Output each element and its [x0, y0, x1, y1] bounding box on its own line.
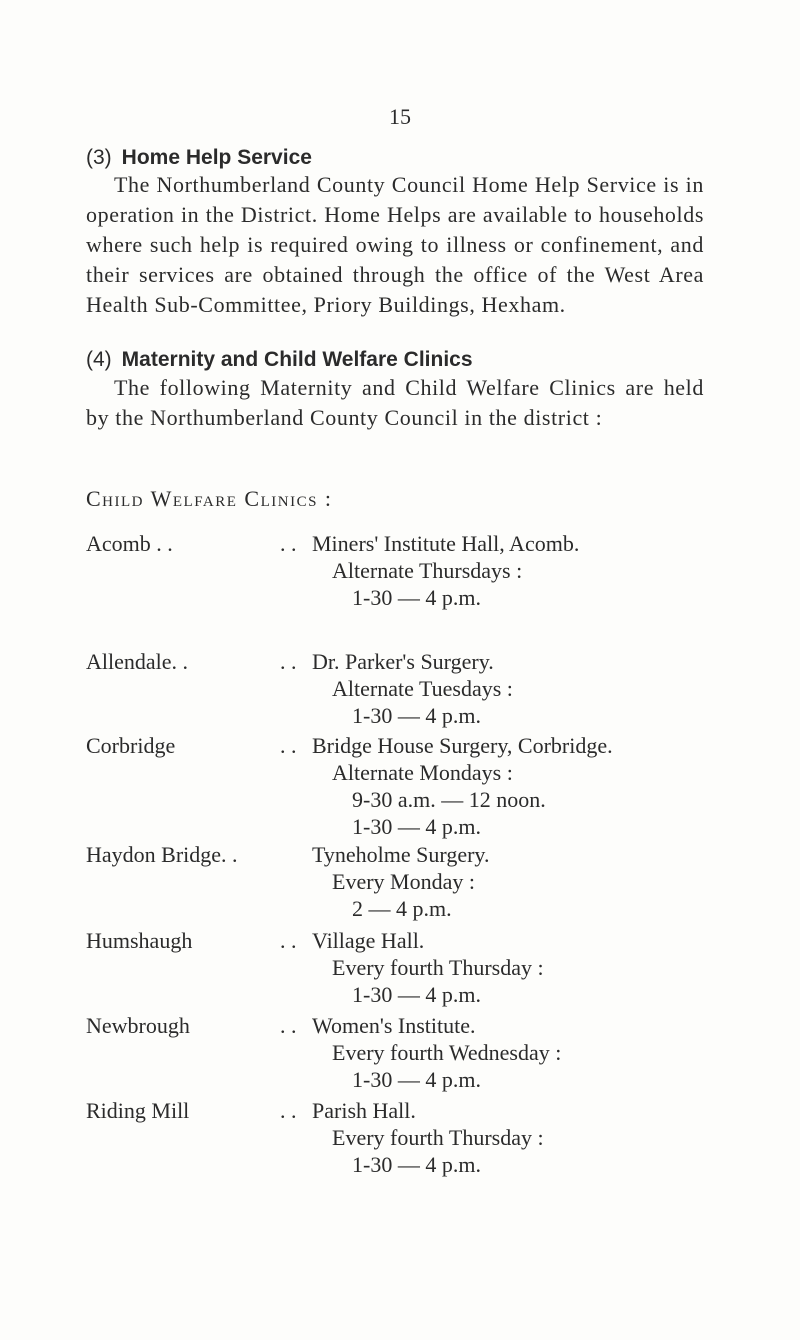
clinic-venue: Village Hall. — [312, 928, 425, 953]
clinic-place: Newbrough — [86, 1013, 190, 1038]
clinic-venue: Women's Institute. — [312, 1013, 476, 1038]
clinic-place: Haydon Bridge. . — [86, 842, 238, 867]
clinics-paragraph — [86, 373, 704, 433]
clinic-venue: Tyneholme Surgery. — [312, 842, 490, 867]
leader-dots: . . — [280, 1013, 297, 1038]
paragraph-text: The Northumberland County Council Home Help Service is in operation in the District. Home Helps are available to households where such help is required owing to illness or confinement, and their services are obtained through the office of the West Area Health Sub-Committee, Priory Buildings, Hexham. — [86, 172, 704, 317]
section-heading-clinics — [86, 348, 473, 372]
section-heading-home-help — [86, 146, 312, 170]
section-number: (3) — [86, 146, 112, 169]
section-title: Maternity and Child Welfare Clinics — [121, 348, 473, 371]
clinic-venue: Bridge House Surgery, Corbridge. — [312, 733, 613, 758]
clinic-times — [352, 584, 481, 611]
clinic-times — [352, 1151, 481, 1178]
leader-dots: . . — [280, 733, 297, 758]
clinic-place: Humshaugh — [86, 928, 193, 953]
clinic-time: 2 — 4 p.m. — [352, 896, 452, 921]
clinic-place: Allendale. . — [86, 649, 189, 674]
clinic-times — [352, 981, 481, 1008]
leader-dots: . . — [280, 649, 297, 674]
section-title: Home Help Service — [121, 146, 312, 169]
clinic-schedule: Every fourth Wednesday : — [332, 1040, 562, 1065]
clinic-place: Corbridge — [86, 733, 176, 758]
clinic-time: 1-30 — 4 p.m. — [352, 703, 481, 728]
clinic-venue: Dr. Parker's Surgery. — [312, 649, 494, 674]
clinic-place: Acomb . . — [86, 531, 173, 556]
section-number: (4) — [86, 348, 112, 371]
clinic-place: Riding Mill — [86, 1098, 190, 1123]
clinic-time: 1-30 — 4 p.m. — [352, 982, 481, 1007]
clinic-time: 1-30 — 4 p.m. — [352, 1152, 481, 1177]
paragraph-text: The following Maternity and Child Welfare Clinics are held by the Northumberland County Council in the district : — [86, 375, 704, 430]
clinic-times — [352, 1066, 481, 1093]
clinic-times — [352, 702, 481, 729]
home-help-paragraph — [86, 170, 704, 320]
clinic-times — [352, 895, 452, 922]
clinic-venue: Parish Hall. — [312, 1098, 416, 1123]
clinic-schedule: Alternate Mondays : — [332, 760, 513, 785]
clinic-schedule: Every fourth Thursday : — [332, 955, 544, 980]
leader-dots: . . — [280, 1098, 297, 1123]
clinic-times — [352, 786, 546, 840]
clinic-time: 1-30 — 4 p.m. — [352, 585, 481, 610]
clinic-schedule: Every Monday : — [332, 869, 475, 894]
clinic-venue: Miners' Institute Hall, Acomb. — [312, 531, 580, 556]
leader-dots: . . — [280, 928, 297, 953]
clinic-time: 1-30 — 4 p.m. — [352, 1067, 481, 1092]
leader-dots: . . — [280, 531, 297, 556]
clinic-time: 1-30 — 4 p.m. — [352, 814, 481, 839]
clinic-schedule: Every fourth Thursday : — [332, 1125, 544, 1150]
clinics-list-heading: Child Welfare Clinics : — [86, 486, 333, 511]
clinic-schedule: Alternate Tuesdays : — [332, 676, 513, 701]
clinic-time: 9-30 a.m. — 12 noon. — [352, 787, 546, 812]
clinic-schedule: Alternate Thursdays : — [332, 558, 523, 583]
page-number: 15 — [389, 104, 411, 129]
